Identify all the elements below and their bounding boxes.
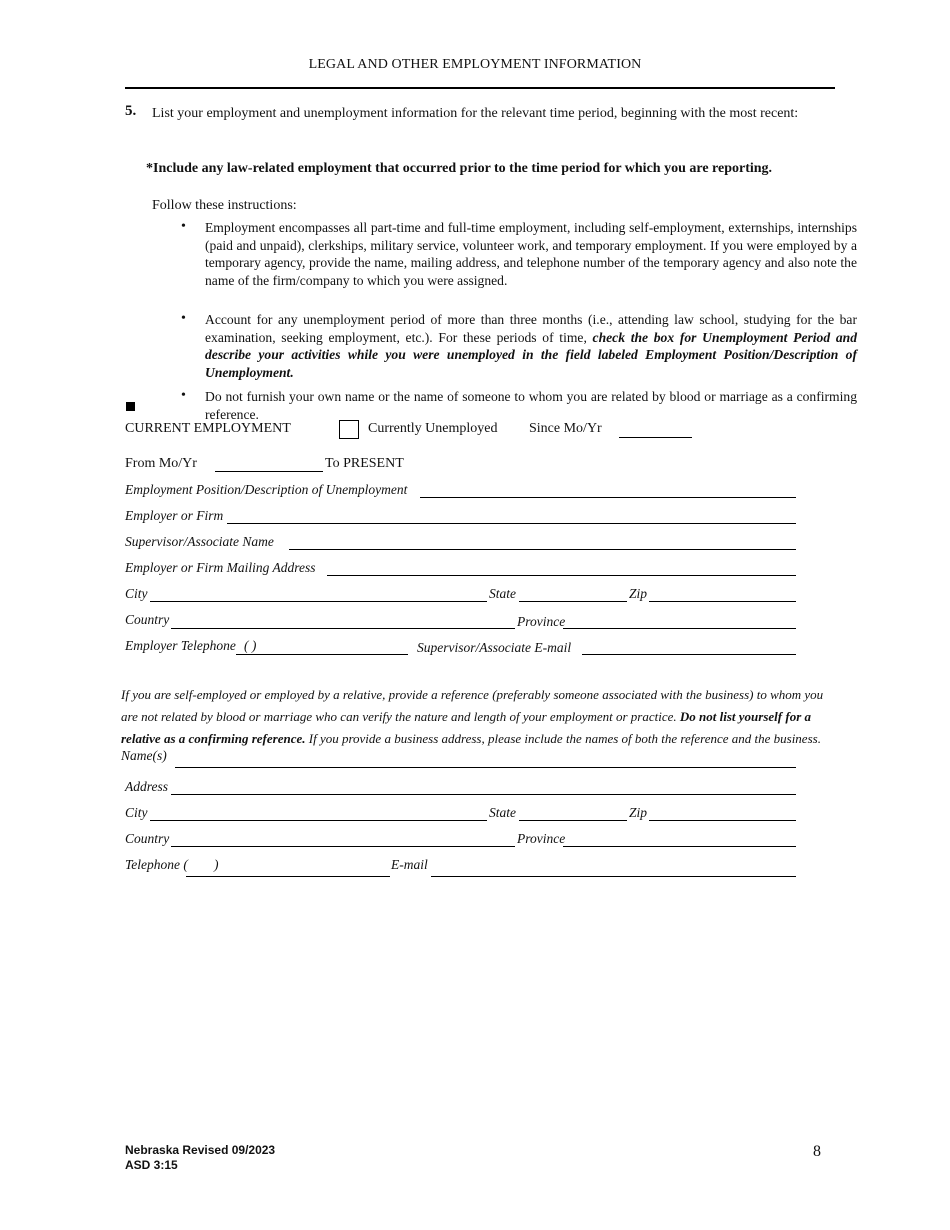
instruction-unemployment-text: Account for any unemployment period of more than three months (i.e., attending law school, studying for the bar examination, seeking employment, etc.). For these periods of time, [205,312,857,345]
footer-revision-date: Nebraska Revised 09/2023 [125,1143,276,1157]
footer-revision [125,1143,275,1173]
country-field[interactable] [171,628,515,629]
bullet-marker: • [181,311,186,326]
reference-address-field[interactable] [171,794,796,795]
reference-email-field[interactable] [431,876,796,877]
reference-email-label: E-mail [391,857,428,872]
position-field[interactable] [420,497,796,498]
currently-unemployed-label: Currently Unemployed [368,421,498,436]
employer-field[interactable] [227,523,796,524]
zip-label: Zip [629,586,648,601]
province-field[interactable] [563,628,796,629]
position-label: Employment Position/Description of Unemployment [125,482,408,497]
supervisor-label: Supervisor/Associate Name [125,534,274,549]
reference-state-label: State [489,805,516,820]
square-bullet-icon [126,402,135,411]
reference-instructions-tail: If you provide a business address, please include the names of both the reference and the business. [308,731,821,746]
footer-code: ASD 3:15 [125,1158,178,1172]
reference-instructions [121,684,841,750]
question-text: List your employment and unemployment information for the relevant time period, beginning with the most recent: [152,106,799,121]
employer-label: Employer or Firm [125,508,224,523]
reference-instructions-text: If you are self-employed or employed by a relative, provide a reference (preferably someone associated with the business) to whom you are not related by blood or marriage who can verify the nature and length of your employment or practice. [121,687,824,724]
to-present-label: To PRESENT [325,456,404,471]
since-label: Since Mo/Yr [529,421,602,436]
from-label: From Mo/Yr [125,456,197,471]
question-number: 5. [125,103,137,119]
reference-instructions-emphasis: Do not list yourself for a relative as a confirming reference. [121,709,811,746]
supervisor-email-label: Supervisor/Associate E-mail [417,640,572,655]
page-number: 8 [813,1143,821,1160]
city-field[interactable] [150,601,487,602]
instructions-heading: Follow these instructions: [152,198,297,213]
reference-telephone-field[interactable] [186,876,390,877]
instruction-unemployment-emphasis: check the box for Unemployment Period and describe your activities while you were unemployed in the field labeled Employment Position/Description of Unemployment. [205,329,857,380]
state-field[interactable] [519,601,627,602]
reference-province-label: Province [517,831,566,846]
reference-address-label: Address [125,779,168,794]
employer-telephone-label: Employer Telephone [125,638,236,653]
supervisor-field[interactable] [289,549,796,550]
state-label: State [489,586,516,601]
current-employment-label: CURRENT EMPLOYMENT [125,421,291,436]
employer-telephone-parens: ( ) [244,638,257,653]
instruction-references: Do not furnish your own name or the name of someone to whom you are related by blood or marriage as a confirming reference. [205,389,857,422]
law-related-note: *Include any law-related employment that occurred prior to the time period for which you are reporting. [146,161,773,176]
reference-name-field[interactable] [175,767,796,768]
currently-unemployed-checkbox[interactable] [339,420,359,439]
from-field[interactable] [215,471,323,472]
reference-province-field[interactable] [563,846,796,847]
mailing-address-field[interactable] [327,575,796,576]
city-label: City [125,586,148,601]
reference-city-label: City [125,805,148,820]
country-label: Country [125,612,170,627]
since-field[interactable] [619,437,692,438]
zip-field[interactable] [649,601,796,602]
reference-telephone-paren-close: ) [214,857,219,872]
province-label: Province [517,614,566,629]
instruction-employment: Employment encompasses all part-time and full-time employment, including self-employment, externships, internships (paid and unpaid), clerkships, military service, volunteer work, and temporary employment. If you were employed by a temporary agency, provide the name, mailing address, and telephone number of the temporary agency and also note the name of the firm/company to which you were assigned. [205,220,857,288]
instruction-unemployment [205,311,857,381]
bullet-marker: • [181,219,186,234]
reference-zip-field[interactable] [649,820,796,821]
reference-country-label: Country [125,831,170,846]
employer-telephone-field[interactable] [236,654,408,655]
reference-country-field[interactable] [171,846,515,847]
reference-name-label: Name(s) [121,748,167,763]
reference-zip-label: Zip [629,805,648,820]
mailing-address-label: Employer or Firm Mailing Address [125,560,316,575]
supervisor-email-field[interactable] [582,654,796,655]
header-rule [125,87,835,89]
reference-telephone-label: Telephone ( [125,857,188,872]
reference-city-field[interactable] [150,820,487,821]
reference-state-field[interactable] [519,820,627,821]
page-header-title: LEGAL AND OTHER EMPLOYMENT INFORMATION [308,57,642,72]
bullet-marker: • [181,388,186,403]
